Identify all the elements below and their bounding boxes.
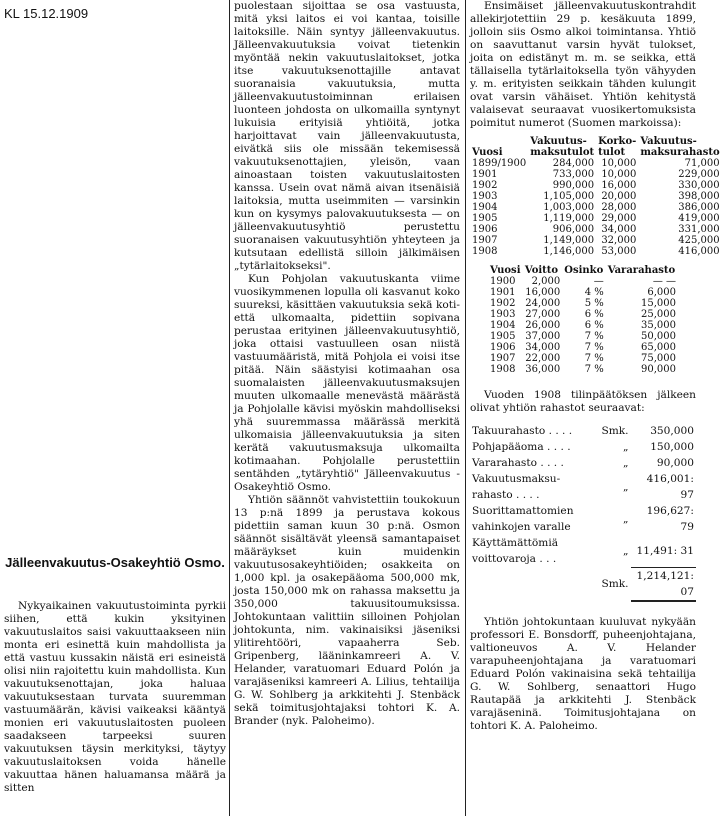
table-header: Vakuutus-maksutulot bbox=[530, 136, 595, 158]
profit-table bbox=[488, 265, 678, 375]
total-unit: Smk. bbox=[601, 577, 629, 590]
table-row bbox=[470, 455, 696, 471]
column-divider bbox=[465, 0, 466, 816]
premium-table bbox=[470, 136, 722, 257]
premium-cell: 733,000 bbox=[552, 169, 595, 180]
profit-cell: 27,000 bbox=[525, 309, 561, 320]
funds-cell: „ bbox=[623, 457, 629, 469]
premium-cell: 28,000 bbox=[601, 202, 637, 213]
funds-cell: Käyttämättömiä voittovaroja . . . bbox=[472, 537, 559, 565]
premium-cell: 419,000 bbox=[678, 213, 720, 224]
funds-cell: Suorittamattomien vahinkojen varalle bbox=[472, 505, 574, 533]
column-2 bbox=[234, 0, 460, 816]
profit-cell: 90,000 bbox=[641, 364, 676, 375]
profit-cell: 7 % bbox=[584, 353, 604, 364]
profit-cell: 22,000 bbox=[525, 353, 561, 364]
profit-cell: 36,000 bbox=[525, 364, 561, 375]
table-row bbox=[488, 342, 678, 353]
profit-cell: 65,000 bbox=[641, 342, 676, 353]
date-stamp: KL 15.12.1909 bbox=[4, 6, 89, 21]
column-3 bbox=[470, 0, 720, 816]
table-row bbox=[488, 364, 678, 375]
funds-cell: Pohjapääoma . . . . bbox=[472, 441, 571, 453]
funds-cell: 90,000 bbox=[656, 457, 694, 469]
table-row bbox=[488, 287, 678, 298]
profit-cell: 16,000 bbox=[525, 287, 561, 298]
premium-cell: 1903 bbox=[472, 191, 498, 202]
premium-cell: 1905 bbox=[472, 213, 498, 224]
table-row bbox=[470, 180, 722, 191]
profit-cell: 5 % bbox=[584, 298, 604, 309]
profit-cell: 35,000 bbox=[641, 320, 676, 331]
table-row bbox=[488, 298, 678, 309]
premium-cell: 386,000 bbox=[678, 202, 720, 213]
funds-total: 1,214,121: 07 bbox=[631, 567, 696, 601]
table-row bbox=[470, 423, 696, 439]
premium-cell: 10,000 bbox=[601, 169, 637, 180]
premium-cell: 906,000 bbox=[552, 224, 595, 235]
profit-cell: 2,000 bbox=[531, 276, 561, 287]
paragraph: Kun Pohjolan vakuutuskanta viime vuosikymmenen lopulla oli kasvanut koko suureksi, käsittäen vakuutuksia sekä koti- että ulkomaalta, pidettiin sopivana perustaa erityinen jälleenvakuutusyhtiö, joka ottaisi vastuulleen osan niistä vastuumääristä, mitä Pohjola ei voisi itse pitää. Näin säästyisi kotimaahan osa suomalaisten jälleenvakuutusmaksujen muuten ulkomaalle menevästä määrästä ja Pohjolalle kävisi myöskin mahdolliseksi yhä suuremmassa määrässä merkitä ulkomaisia jälleenvakuutuksia ja siten kerätä vakuutusmaksuja ulkomailta kotimaahan. Pohjolalle perustettiin sentähden „tytäryhtiö" Jälleenvakuutus - Osakeyhtiö Osmo. bbox=[234, 273, 460, 493]
profit-cell: 1903 bbox=[490, 309, 516, 320]
profit-cell: 1904 bbox=[490, 320, 516, 331]
table-row bbox=[488, 353, 678, 364]
profit-cell: 75,000 bbox=[641, 353, 676, 364]
premium-cell: 1902 bbox=[472, 180, 498, 191]
funds-cell: Vararahasto . . . . bbox=[472, 457, 564, 469]
profit-cell: 6 % bbox=[584, 309, 604, 320]
funds-cell: 11,491: 31 bbox=[636, 544, 694, 557]
table-header: Vuosi bbox=[472, 147, 503, 158]
premium-cell: 1,003,000 bbox=[543, 202, 595, 213]
premium-cell: 1899/1900 bbox=[472, 158, 527, 169]
funds-cell: „ bbox=[623, 545, 629, 557]
table-row bbox=[470, 235, 722, 246]
article-title: Jälleenvakuutus-Osakeyhtiö Osmo. bbox=[5, 555, 225, 570]
profit-cell: 7 % bbox=[584, 331, 604, 342]
premium-cell: 1906 bbox=[472, 224, 498, 235]
funds-cell: Takuurahasto . . . . bbox=[472, 425, 573, 437]
paragraph: puolestaan sijoittaa se osa vastuusta, mitä yksi laitos ei voi kantaa, toisille laitoksille. Näin syntyy jälleenvakuutus. Jälleenvakuutuksia voivat tietenkin myöntää nekin vakuutuslaitokset, jotka itse vakuutuksenottajille antavat suoranaisia vakuutuksia, mutta jälleenvakuutustoiminnan erilaisen luonteen johdosta on ulkomailla syntynyt lukuisia erityisiä yhtiöitä, jotka harjoittavat vain jälleenvakuutusta, eivätkä siis ole missään tekemisessä vakuutuksenottajien, yleisön, vaan ainoastaan toisten vakuutuslaitosten kanssa. Usein ovat nämä aivan itsenäisiä laitoksia, mutta useimmiten — varsinkin kun on kysymys palovakuutuksesta — on jälleenvakuutusyhtiö perustettu suoranaisen vakuutusyhtiön yhteyteen ja kutsutaan edellistä silloin jälkimäisen „tytärlaitokseksi". bbox=[234, 0, 460, 272]
profit-cell: 26,000 bbox=[525, 320, 561, 331]
premium-cell: 1,149,000 bbox=[543, 235, 595, 246]
funds-cell: Vakuutusmaksu-rahasto . . . . bbox=[472, 473, 561, 501]
premium-cell: 53,000 bbox=[601, 246, 637, 257]
premium-cell: 990,000 bbox=[552, 180, 595, 191]
funds-cell: 416,001: 97 bbox=[646, 473, 694, 501]
table-header: Korko-tulot bbox=[598, 136, 637, 158]
table-row bbox=[470, 169, 722, 180]
column-1 bbox=[4, 0, 226, 816]
premium-cell: 1904 bbox=[472, 202, 498, 213]
funds-cell: 150,000 bbox=[650, 441, 694, 453]
funds-cell: 196,627: 79 bbox=[646, 505, 694, 533]
premium-cell: 20,000 bbox=[601, 191, 637, 202]
funds-cell: „ bbox=[623, 481, 629, 493]
profit-cell: — — bbox=[652, 276, 676, 287]
premium-cell: 229,000 bbox=[678, 169, 720, 180]
profit-cell: 1907 bbox=[490, 353, 516, 364]
table-row bbox=[488, 331, 678, 342]
premium-cell: 10,000 bbox=[601, 158, 637, 169]
table-row bbox=[470, 158, 722, 169]
profit-cell: 24,000 bbox=[525, 298, 561, 309]
premium-cell: 34,000 bbox=[601, 224, 637, 235]
table-row bbox=[470, 471, 696, 503]
premium-cell: 16,000 bbox=[601, 180, 637, 191]
profit-cell: 15,000 bbox=[641, 298, 676, 309]
profit-cell: 7 % bbox=[584, 364, 604, 375]
profit-cell: 25,000 bbox=[641, 309, 676, 320]
premium-cell: 331,000 bbox=[678, 224, 720, 235]
premium-cell: 416,000 bbox=[678, 246, 720, 257]
premium-cell: 1,105,000 bbox=[543, 191, 595, 202]
premium-cell: 71,000 bbox=[684, 158, 720, 169]
profit-cell: 6 % bbox=[584, 320, 604, 331]
profit-cell: 1901 bbox=[490, 287, 516, 298]
table-row bbox=[470, 246, 722, 257]
profit-cell: 1900 bbox=[490, 276, 516, 287]
table-row bbox=[470, 213, 722, 224]
funds-table bbox=[470, 423, 696, 602]
table-header: Vuosi bbox=[490, 265, 521, 276]
table-row bbox=[470, 191, 722, 202]
premium-cell: 1907 bbox=[472, 235, 498, 246]
profit-cell: 1902 bbox=[490, 298, 516, 309]
table-header: Vakuutus-maksurahasto bbox=[640, 136, 720, 158]
paragraph: Nykyaikainen vakuutustoiminta pyrkii siihen, että kukin yksityinen vakuutuslaitos saisi vakuuttaakseen niin monta eri esinettä kuin mahdollista ja että vastuu kussakin näistä eri esineistä olisi niin rajoitettu kuin mahdollista. Kun vakuutuksenottajan, joka haluaa vakuutuksestaan turvata suuremman vastuumäärän, kävisi vaikeaksi kääntyä monien eri vakuutuslaitosten puoleen saadakseen tarpeeksi suuren vakuutuksen täysin merkityksi, täytyy vakuutuslaitoksen voida hänelle vakuuttaa hänen haluamansa määrä ja sitten bbox=[4, 600, 226, 794]
premium-cell: 32,000 bbox=[601, 235, 637, 246]
table-row bbox=[470, 202, 722, 213]
profit-cell: 4 % bbox=[584, 287, 604, 298]
profit-cell: 7 % bbox=[584, 342, 604, 353]
profit-cell: 1908 bbox=[490, 364, 516, 375]
profit-cell: 1906 bbox=[490, 342, 516, 353]
premium-cell: 1,146,000 bbox=[543, 246, 595, 257]
column-divider bbox=[229, 0, 230, 816]
table-header: Voitto bbox=[524, 265, 559, 276]
table-row bbox=[470, 535, 696, 567]
paragraph: Yhtiön johtokuntaan kuuluvat nykyään professori E. Bonsdorff, puheenjohtajana, valtioneuvos A. V. Helander varapuheenjohtajana ja varatuomari Eduard Polón vakinaisina sekä tehtailija G. W. Sohlberg, senaattori Hugo Rautapää ja arkkitehti J. Stenbäck varajäseninä. Toimitusjohtajana on tohtori K. A. Paloheimo. bbox=[470, 615, 696, 732]
profit-cell: — bbox=[593, 276, 604, 287]
profit-cell: 37,000 bbox=[525, 331, 561, 342]
premium-cell: 284,000 bbox=[552, 158, 595, 169]
premium-cell: 1908 bbox=[472, 246, 498, 257]
profit-cell: 34,000 bbox=[525, 342, 561, 353]
table-row bbox=[470, 439, 696, 455]
funds-cell: „ bbox=[623, 441, 629, 453]
funds-cell: „ bbox=[623, 513, 629, 525]
paragraph: Ensimäiset jälleenvakuutuskontrahdit allekirjotettiin 29 p. kesäkuuta 1899, jolloin siis Osmo alkoi toimintansa. Yhtiö on saavuttanut varsin hyvät tulokset, joita on edistänyt m. m. se seikka, että tällaisella tytärlaitoksella työn vähyyden y. m. erityisten seikkain tähden kulungit ovat varsin vähäiset. Yhtiön kehitystä valaisevat seuraavat vuosikertomuksista poimitut numerot (Suomen markoissa): bbox=[470, 0, 696, 129]
table-row bbox=[488, 276, 678, 287]
table-row bbox=[470, 503, 696, 535]
funds-cell: Smk. bbox=[601, 425, 629, 437]
funds-cell: 350,000 bbox=[650, 425, 694, 437]
profit-cell: 50,000 bbox=[641, 331, 676, 342]
paragraph: Vuoden 1908 tilinpäätöksen jälkeen olivat yhtiön rahastot seuraavat: bbox=[470, 389, 696, 414]
table-row bbox=[470, 224, 722, 235]
profit-cell: 1905 bbox=[490, 331, 516, 342]
premium-cell: 1901 bbox=[472, 169, 498, 180]
table-row bbox=[488, 309, 678, 320]
table-header: Osinko bbox=[564, 265, 604, 276]
premium-cell: 425,000 bbox=[678, 235, 720, 246]
premium-cell: 330,000 bbox=[678, 180, 720, 191]
profit-cell: 6,000 bbox=[647, 287, 676, 298]
premium-cell: 29,000 bbox=[601, 213, 637, 224]
table-header: Vararahasto bbox=[607, 265, 676, 276]
premium-cell: 398,000 bbox=[678, 191, 720, 202]
table-row bbox=[488, 320, 678, 331]
premium-cell: 1,119,000 bbox=[543, 213, 595, 224]
paragraph: Yhtiön säännöt vahvistettiin toukokuun 13 p:nä 1899 ja perustava kokous pidettiin saman kuun 30 p:nä. Osmon säännöt sisältävät yleensä samantapaiset määräykset kuin muidenkin vakuutusosakeyhtiöiden; osakkeita on 1,000 kpl. ja osakepääoma 500,000 mk, josta 150,000 mk on rahassa maksettu ja 350,000 takuusitoumuksissa. Johtokuntaan valittiin silloinen Pohjolan johtokunta, nim. vakinaisiksi jäseniksi ylitirehtööri, vapaaherra Seb. Gripenberg, lääninkamreeri A. V. Helander, varatuomari Eduard Polón ja varajäseniksi kamreeri A. Lilius, tehtailija G. W. Sohlberg ja arkkitehti J. Stenbäck sekä toimitusjohtajaksi tohtori K. A. Brander (nyk. Paloheimo). bbox=[234, 494, 460, 727]
